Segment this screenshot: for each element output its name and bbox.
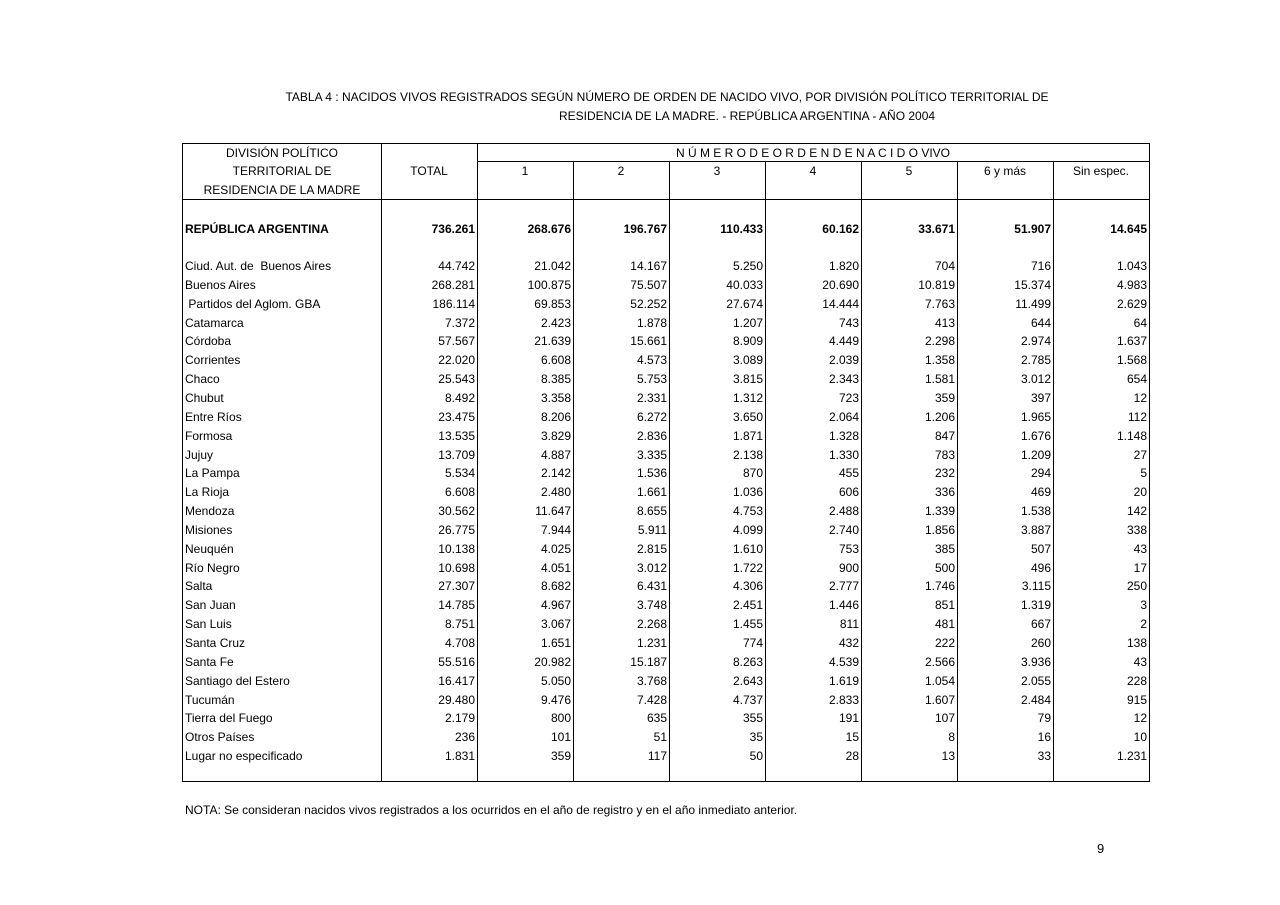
row-col-5: 10.819 [918,277,955,292]
row-col-unspecified: 2 [1140,617,1147,632]
row-col-unspecified: 654 [1126,372,1147,387]
summary-col-3: 110.433 [720,222,763,236]
row-col-2: 635 [646,711,667,726]
row-col-4: 28 [845,749,859,764]
row-col-6-plus: 3.012 [1020,372,1051,387]
row-col-5: 1.581 [924,372,955,387]
row-col-5: 1.054 [924,673,955,688]
table-row [183,408,1149,427]
row-col-3: 1.312 [732,390,763,405]
row-col-1: 101 [550,730,571,745]
row-col-unspecified: 1.568 [1116,353,1147,368]
row-total: 27.307 [438,579,475,594]
row-col-2: 3.335 [636,447,667,462]
row-name: La Pampa [185,466,240,481]
header-col-6-plus: 6 y más [983,164,1026,178]
row-col-3: 4.099 [732,522,763,537]
row-col-5: 783 [934,447,955,462]
row-col-unspecified: 20 [1133,485,1147,500]
row-col-1: 2.423 [540,315,571,330]
row-col-unspecified: 4.983 [1116,277,1147,292]
row-col-unspecified: 43 [1133,654,1147,669]
row-col-6-plus: 2.484 [1020,692,1051,707]
row-col-1: 6.608 [540,353,571,368]
table-row [183,540,1149,559]
header-division-line-2: TERRITORIAL DE [232,164,332,178]
row-total: 14.785 [438,598,475,613]
row-col-5: 1.607 [924,692,955,707]
table-row [183,728,1149,747]
row-col-6-plus: 667 [1030,617,1051,632]
table-row [183,559,1149,578]
row-total: 8.492 [444,390,475,405]
row-name: Tierra del Fuego [185,711,273,726]
row-name: Chaco [185,372,220,387]
row-col-3: 2.451 [732,598,763,613]
row-total: 16.417 [438,673,475,688]
row-col-unspecified: 338 [1126,522,1147,537]
table-row [183,596,1149,615]
row-col-4: 811 [839,617,859,632]
summary-row [183,220,1149,239]
row-total: 10.698 [438,560,475,575]
summary-col-4: 60.162 [822,222,859,236]
row-col-2: 117 [647,749,667,764]
row-total: 55.516 [438,654,475,669]
row-col-5: 1.746 [924,579,955,594]
row-col-4: 1.330 [828,447,859,462]
row-col-unspecified: 142 [1126,504,1147,519]
row-col-6-plus: 15.374 [1014,277,1051,292]
header-col-4: 4 [809,164,817,178]
row-col-6-plus: 79 [1037,711,1051,726]
row-col-6-plus: 716 [1030,259,1051,273]
row-col-1: 2.480 [540,485,571,500]
row-col-3: 774 [742,636,763,650]
row-total: 1.831 [444,749,475,764]
row-col-3: 1.722 [732,560,763,575]
row-name: Chubut [185,390,224,405]
row-col-3: 4.753 [732,504,763,519]
row-col-1: 4.887 [540,447,571,462]
row-col-3: 8.263 [732,654,763,669]
row-col-2: 6.431 [636,579,667,594]
row-total: 268.281 [431,277,475,292]
row-col-unspecified: 1.148 [1116,428,1147,443]
row-col-5: 500 [934,560,955,575]
row-col-2: 7.428 [636,692,667,707]
row-col-6-plus: 1.209 [1020,447,1051,462]
row-col-3: 8.909 [732,334,763,349]
row-col-3: 870 [742,466,763,481]
row-col-1: 5.050 [540,673,571,688]
row-col-6-plus: 3.115 [1021,579,1051,594]
row-name: Buenos Aires [185,277,256,292]
row-col-4: 2.740 [828,522,859,537]
row-col-6-plus: 2.785 [1020,353,1051,368]
row-col-4: 1.446 [828,598,859,613]
table-row [183,691,1149,710]
row-col-6-plus: 1.319 [1020,598,1051,613]
row-name: Santa Fe [185,654,234,669]
row-col-3: 27.674 [726,296,763,311]
row-name: Mendoza [185,504,235,519]
row-col-1: 3.067 [540,617,571,632]
row-total: 30.562 [438,504,475,519]
row-col-4: 743 [838,315,859,330]
row-col-5: 413 [934,315,955,330]
row-col-6-plus: 1.538 [1020,504,1051,519]
row-total: 10.138 [438,541,475,556]
row-col-5: 1.358 [924,353,955,368]
row-col-4: 191 [838,711,859,726]
row-col-6-plus: 294 [1030,466,1051,481]
row-col-6-plus: 16 [1037,730,1051,745]
row-col-1: 8.682 [540,579,571,594]
row-col-2: 8.655 [636,504,667,519]
row-col-5: 8 [948,730,955,745]
row-name: Formosa [185,428,233,443]
row-name: San Juan [185,598,236,613]
summary-col-1: 268.676 [527,222,571,236]
row-col-6-plus: 2.974 [1020,334,1051,349]
row-name: La Rioja [185,485,230,500]
row-col-2: 4.573 [636,353,667,368]
row-col-unspecified: 138 [1126,636,1147,650]
table-note: NOTA: Se consideran nacidos vivos registrados a los ocurridos en el año de registro y en el año inmediato anterior. [185,803,798,817]
row-name: Neuquén [185,541,234,556]
row-col-4: 14.444 [822,296,859,311]
table-title-line-2: RESIDENCIA DE LA MADRE. - REPÚBLICA ARGENTINA - AÑO 2004 [558,109,936,123]
row-col-1: 4.051 [540,560,571,575]
table-row [183,427,1149,446]
row-col-5: 385 [934,541,955,556]
row-col-4: 4.539 [828,654,859,669]
row-name: Misiones [185,522,233,537]
row-name: Lugar no especificado [185,749,303,764]
row-col-3: 4.737 [732,692,763,707]
row-col-6-plus: 11.499 [1015,296,1051,311]
table-row [183,314,1149,333]
row-col-5: 481 [934,617,955,632]
row-col-3: 1.036 [732,485,763,500]
row-col-5: 2.298 [924,334,955,349]
row-col-6-plus: 260 [1030,636,1051,650]
row-col-2: 5.753 [636,372,667,387]
table-row [183,389,1149,408]
table-row [183,709,1149,728]
row-col-1: 8.385 [540,372,571,387]
row-name: Tucumán [185,692,235,707]
table-row [183,370,1149,389]
row-col-4: 2.064 [828,409,859,424]
row-col-unspecified: 250 [1126,579,1147,594]
row-name: Corrientes [185,353,241,368]
row-col-3: 3.650 [732,409,763,424]
summary-col-6-plus: 51.907 [1014,222,1051,236]
table-row [183,483,1149,502]
data-table [182,143,1150,782]
row-col-1: 4.967 [540,598,571,613]
row-col-unspecified: 1.231 [1116,749,1147,764]
row-total: 4.708 [444,636,475,650]
row-col-4: 2.833 [828,692,859,707]
row-col-unspecified: 3 [1140,598,1147,613]
row-col-2: 1.878 [636,315,667,330]
row-col-5: 107 [934,711,955,726]
table-row [183,295,1149,314]
table-row [183,332,1149,351]
row-col-1: 100.875 [527,277,571,292]
row-col-1: 69.853 [534,296,571,311]
row-col-unspecified: 2.629 [1116,296,1147,311]
row-col-2: 3.768 [636,673,667,688]
row-col-6-plus: 1.676 [1020,428,1051,443]
table-row [183,672,1149,691]
row-col-1: 4.025 [540,541,571,556]
row-col-1: 7.944 [540,522,571,537]
row-col-1: 359 [550,749,571,764]
row-col-1: 800 [550,711,571,726]
row-total: 22.020 [438,353,475,368]
row-col-4: 1.328 [828,428,859,443]
row-col-6-plus: 496 [1030,560,1051,575]
row-col-3: 35 [749,730,763,745]
summary-total: 736.261 [431,222,475,236]
row-name: Entre Ríos [185,409,242,424]
header-division-line-1: DIVISIÓN POLÍTICO [225,146,339,160]
table-row [183,276,1149,295]
row-col-2: 52.252 [630,296,667,311]
row-col-4: 900 [838,560,859,575]
header-col-3: 3 [713,164,721,178]
row-col-5: 847 [934,428,955,443]
row-total: 26.775 [438,522,475,537]
header-col-1: 1 [521,164,529,178]
header-col-2: 2 [617,164,625,178]
row-total: 7.372 [444,315,475,330]
row-total: 2.179 [444,711,475,726]
header-division-line-3: RESIDENCIA DE LA MADRE [203,183,361,197]
row-col-3: 4.306 [732,579,763,594]
row-col-2: 3.012 [636,560,667,575]
row-col-2: 1.661 [636,485,667,500]
row-col-3: 40.033 [726,277,763,292]
row-col-1: 21.042 [534,259,571,273]
row-col-6-plus: 2.055 [1020,673,1051,688]
row-col-2: 2.815 [636,541,667,556]
row-col-6-plus: 3.887 [1020,522,1051,537]
row-col-4: 1.619 [828,673,859,688]
row-col-1: 21.639 [534,334,571,349]
table-row [183,747,1149,766]
row-total: 8.751 [444,617,475,632]
row-col-3: 5.250 [732,259,763,273]
row-col-3: 1.610 [732,541,763,556]
table-row [183,502,1149,521]
row-col-2: 75.507 [630,277,667,292]
row-name: Córdoba [185,334,232,349]
table-row [183,521,1149,540]
row-col-5: 1.856 [924,522,955,537]
row-total: 6.608 [444,485,475,500]
row-name: Río Negro [185,560,240,575]
row-col-unspecified: 27 [1133,447,1147,462]
row-col-unspecified: 17 [1133,560,1147,575]
header-col-5: 5 [905,164,913,178]
row-col-unspecified: 1.637 [1116,334,1147,349]
row-col-2: 15.187 [630,654,667,669]
table-row [183,446,1149,465]
row-col-4: 432 [838,636,859,650]
row-name: Jujuy [185,447,214,462]
row-col-5: 1.206 [924,409,955,424]
row-col-4: 2.343 [828,372,859,387]
table-row [183,615,1149,634]
row-name: Santa Cruz [185,636,246,650]
row-col-6-plus: 33 [1037,749,1051,764]
table-title-line-1: TABLA 4 : NACIDOS VIVOS REGISTRADOS SEGÚN NÚMERO DE ORDEN DE NACIDO VIVO, POR DIVISIÓN POLÍTICO TERRITORIAL DE [285,90,1049,104]
row-col-unspecified: 5 [1140,466,1147,481]
row-total: 186.114 [432,296,475,311]
row-col-3: 3.089 [732,353,763,368]
row-col-3: 1.871 [732,428,763,443]
row-col-6-plus: 644 [1030,315,1051,330]
row-col-4: 2.039 [828,353,859,368]
row-col-unspecified: 112 [1127,409,1147,424]
row-col-1: 2.142 [540,466,571,481]
row-col-5: 359 [934,390,955,405]
row-col-6-plus: 507 [1030,541,1051,556]
row-col-2: 2.331 [636,390,667,405]
row-col-unspecified: 12 [1133,390,1147,405]
row-col-unspecified: 228 [1126,673,1147,688]
row-total: 23.475 [438,409,475,424]
row-col-4: 1.820 [828,259,859,273]
row-col-3: 2.138 [732,447,763,462]
row-total: 57.567 [438,334,475,349]
row-col-5: 232 [934,466,955,481]
table-row [183,577,1149,596]
row-col-5: 704 [934,259,955,273]
row-col-1: 3.829 [540,428,571,443]
row-col-unspecified: 43 [1133,541,1147,556]
row-col-2: 51 [653,730,667,745]
table-row [183,464,1149,483]
row-col-1: 1.651 [540,636,571,650]
summary-col-5: 33.671 [918,222,955,236]
summary-name: REPÚBLICA ARGENTINA [185,222,329,236]
row-col-3: 3.815 [732,372,763,387]
row-col-5: 851 [934,598,955,613]
row-col-6-plus: 3.936 [1020,654,1051,669]
row-total: 5.534 [444,466,475,481]
table-row [183,653,1149,672]
row-col-2: 5.911 [637,522,667,537]
row-total: 13.709 [438,447,475,462]
header-total: TOTAL [410,164,448,178]
row-col-4: 2.777 [828,579,859,594]
row-col-5: 13 [941,749,955,764]
row-col-2: 2.268 [636,617,667,632]
row-total: 13.535 [438,428,475,443]
row-col-4: 723 [838,390,859,405]
summary-col-2: 196.767 [623,222,667,236]
row-name: Catamarca [185,315,244,330]
row-col-5: 7.763 [924,296,955,311]
table-row [183,634,1149,653]
row-col-2: 15.661 [630,334,667,349]
row-col-unspecified: 12 [1133,711,1147,726]
row-col-2: 14.167 [630,259,667,273]
row-col-2: 1.536 [636,466,667,481]
row-col-1: 20.982 [534,654,571,669]
row-col-3: 2.643 [732,673,763,688]
row-col-2: 1.231 [636,636,667,650]
row-col-6-plus: 469 [1030,485,1051,500]
row-col-3: 355 [742,711,763,726]
page-number: 9 [1097,841,1105,856]
row-col-2: 6.272 [636,409,667,424]
row-col-5: 2.566 [924,654,955,669]
row-col-5: 1.339 [924,504,955,519]
row-col-6-plus: 1.965 [1020,409,1051,424]
row-total: 25.543 [438,372,475,387]
row-col-4: 2.488 [828,504,859,519]
row-col-4: 20.690 [822,277,859,292]
row-col-4: 455 [838,466,859,481]
summary-col-unspecified: 14.645 [1110,222,1147,236]
row-col-1: 8.206 [540,409,571,424]
header-bottom-divider [183,199,1149,200]
row-col-2: 3.748 [636,598,667,613]
row-col-5: 336 [934,485,955,500]
row-col-2: 2.836 [636,428,667,443]
row-col-3: 1.455 [732,617,763,632]
row-col-4: 753 [838,541,859,556]
row-col-unspecified: 915 [1126,692,1147,707]
row-name: Salta [185,579,213,594]
table-row [183,351,1149,370]
row-col-1: 11.647 [535,504,571,519]
table-row [183,257,1149,276]
row-col-4: 15 [845,730,859,745]
row-total: 236 [454,730,475,745]
row-name: Ciud. Aut. de Buenos Aires [185,259,332,273]
row-col-3: 1.207 [732,315,763,330]
header-group-title: N Ú M E R O D E O R D E N D E N A C I D O VIVO [675,146,951,160]
row-col-unspecified: 1.043 [1116,259,1147,273]
row-col-unspecified: 64 [1133,315,1147,330]
row-col-4: 4.449 [828,334,859,349]
header-col-unspecified: Sin espec. [1072,164,1130,178]
row-col-1: 3.358 [540,390,571,405]
row-name: Santiago del Estero [185,673,290,688]
row-col-1: 9.476 [540,692,571,707]
row-name: San Luis [185,617,232,632]
row-col-3: 50 [749,749,763,764]
row-name: Otros Países [185,730,255,745]
row-total: 29.480 [438,692,475,707]
group-header-divider [477,161,1149,162]
row-name: Partidos del Aglom. GBA [185,296,321,311]
row-col-4: 606 [838,485,859,500]
row-col-unspecified: 10 [1133,730,1147,745]
row-col-5: 222 [934,636,955,650]
row-col-6-plus: 397 [1030,390,1051,405]
row-total: 44.742 [438,259,475,273]
